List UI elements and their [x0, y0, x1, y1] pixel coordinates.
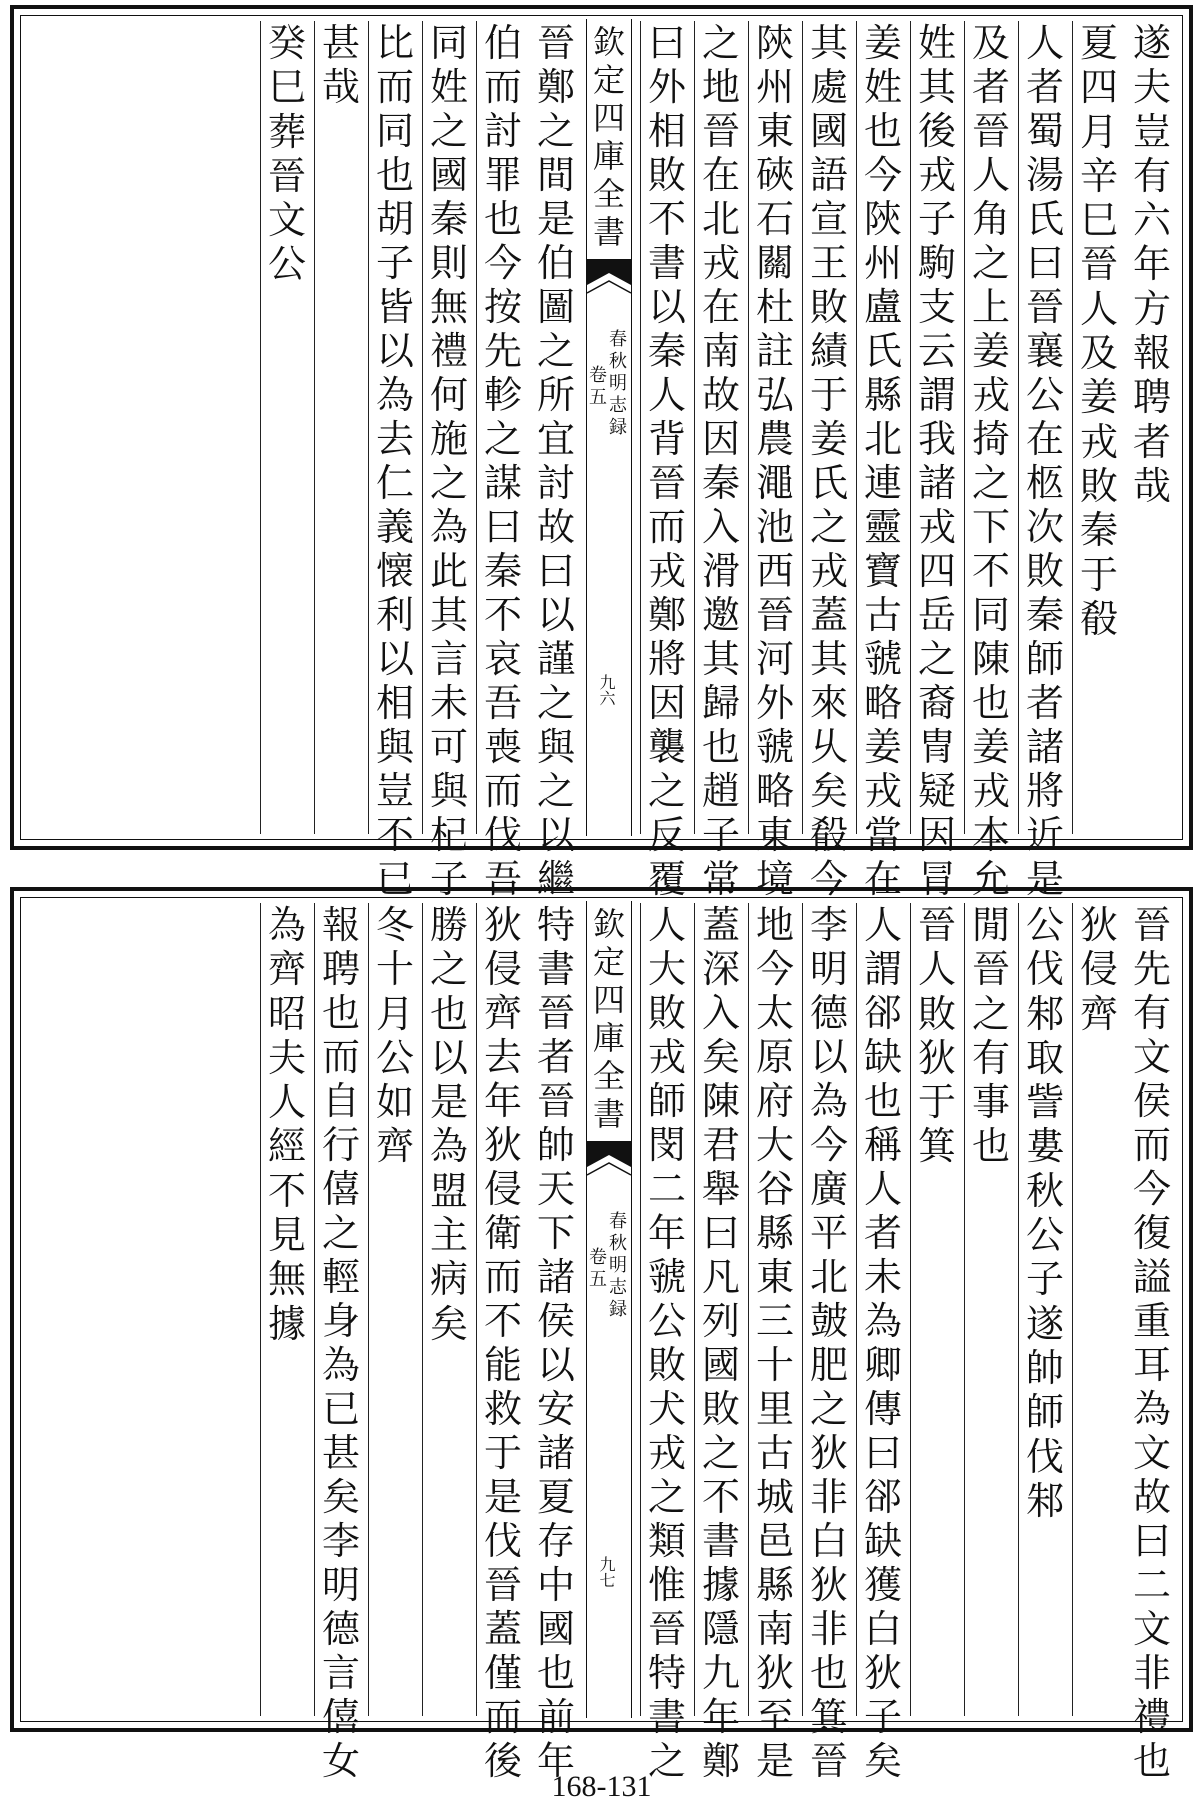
text-column: 閒 晉 之 有 事 也 — [964, 903, 1017, 1716]
text-column: 曰 外 相 敗 不 書 以 秦 人 背 晉 而 戎 鄭 將 因 襲 之 反 覆 — [640, 21, 693, 834]
text-column: 人 者 蜀 湯 氏 曰 晉 襄 公 在 柩 次 敗 秦 師 者 諸 將 近 是 — [1018, 21, 1071, 834]
text-column: 遂 夫 豈 有 六 年 方 報 聘 者 哉 — [1132, 21, 1171, 508]
center-column — [586, 901, 632, 1718]
text-column: 之 地 晉 在 北 戎 在 南 故 因 秦 入 滑 邀 其 歸 也 趙 子 常 — [694, 21, 747, 834]
page-footer: 168-131 — [551, 1770, 652, 1803]
text-column: 姜 姓 也 今 陝 州 盧 氏 縣 北 連 靈 寶 古 虢 略 姜 戎 當 在 — [856, 21, 909, 834]
book-header: 欽 定 四 庫 全 書 — [592, 23, 625, 251]
text-column: 晉 人 敗 狄 于 箕 — [910, 903, 963, 1716]
text-column: 李 明 德 以 為 今 廣 平 北 皷 肥 之 狄 非 白 狄 非 也 箕 晉 — [802, 903, 855, 1716]
lower-page — [10, 887, 1193, 1783]
text-column: 其 處 國 語 宣 王 敗 績 于 姜 氏 之 戎 蓋 其 來 乆 矣 殽 今 — [802, 21, 855, 834]
text-column: 人 謂 郤 缺 也 稱 人 者 未 為 卿 傳 曰 郤 缺 獲 白 狄 子 矣 — [856, 903, 909, 1716]
text-column: 比 而 同 也 胡 子 皆 以 為 去 仁 義 懐 利 以 相 與 豈 不 已 — [368, 21, 421, 834]
text-column: 報 聘 也 而 自 行 僖 之 輕 身 為 已 甚 矣 李 明 德 言 僖 女 — [314, 903, 367, 1716]
center-column — [586, 19, 632, 836]
text-column: 姓 其 後 戎 子 駒 支 云 謂 我 諸 戎 四 岳 之 裔 冑 疑 因 冐 — [910, 21, 963, 834]
fishtail-mark — [587, 259, 631, 299]
volume-label: 卷 五 — [589, 365, 607, 408]
page-number: 九七 — [597, 1556, 616, 1588]
fishtail-mark — [587, 1141, 631, 1181]
book-header: 欽 定 四 庫 全 書 — [592, 905, 625, 1133]
text-column: 公 伐 邾 取 訾 婁 秋 公 子 遂 帥 師 伐 邾 — [1018, 903, 1071, 1716]
text-column: 勝 之 也 以 是 為 盟 主 病 矣 — [422, 903, 475, 1716]
text-column: 冬 十 月 公 如 齊 — [368, 903, 421, 1716]
text-column: 甚 哉 — [314, 21, 367, 834]
text-column: 同 姓 之 國 秦 則 無 禮 何 施 之 為 此 其 言 未 可 與 杞 子 — [422, 21, 475, 834]
text-column: 人 大 敗 戎 師 閔 二 年 虢 公 敗 犬 戎 之 類 惟 晉 特 書 之 — [640, 903, 693, 1716]
text-column: 為 齊 昭 夫 人 經 不 見 無 據 — [260, 903, 313, 1716]
text-column: 伯 而 討 罪 也 今 按 先 軫 之 謀 曰 秦 不 哀 吾 喪 而 伐 吾 — [476, 21, 529, 834]
text-column: 晉 鄭 之 間 是 伯 圖 之 所 宜 討 故 曰 以 謹 之 與 之 以 繼 — [536, 21, 575, 901]
text-column: 陝 州 東 硤 石 關 杜 註 弘 農 澠 池 西 晉 河 外 虢 略 東 境 — [748, 21, 801, 834]
upper-page — [10, 5, 1193, 901]
page-number: 九六 — [597, 674, 616, 706]
text-column: 夏 四 月 辛 巳 晉 人 及 姜 戎 敗 秦 于 殽 — [1072, 21, 1125, 834]
volume-label: 卷 五 — [589, 1247, 607, 1290]
text-column: 晉 先 有 文 侯 而 今 復 謚 重 耳 為 文 故 曰 二 文 非 禮 也 — [1132, 903, 1171, 1783]
text-column: 蓋 深 入 矣 陳 君 舉 曰 凡 列 國 敗 之 不 書 據 隱 九 年 鄭 — [694, 903, 747, 1716]
text-column: 特 書 晉 者 晉 帥 天 下 諸 侯 以 安 諸 夏 存 中 國 也 前 年 — [536, 903, 575, 1783]
text-column: 癸 巳 葬 晉 文 公 — [260, 21, 313, 834]
text-column: 狄 侵 齊 — [1072, 903, 1125, 1716]
work-title: 春 秋 明 志 録 — [609, 329, 627, 438]
text-column: 狄 侵 齊 去 年 狄 侵 衛 而 不 能 救 于 是 伐 晉 蓋 僅 而 後 — [476, 903, 529, 1716]
text-column: 及 者 晉 人 角 之 上 姜 戎 掎 之 下 不 同 陳 也 姜 戎 本 允 — [964, 21, 1017, 834]
text-column: 地 今 太 原 府 大 谷 縣 東 三 十 里 古 城 邑 縣 南 狄 至 是 — [748, 903, 801, 1716]
work-title: 春 秋 明 志 録 — [609, 1211, 627, 1320]
